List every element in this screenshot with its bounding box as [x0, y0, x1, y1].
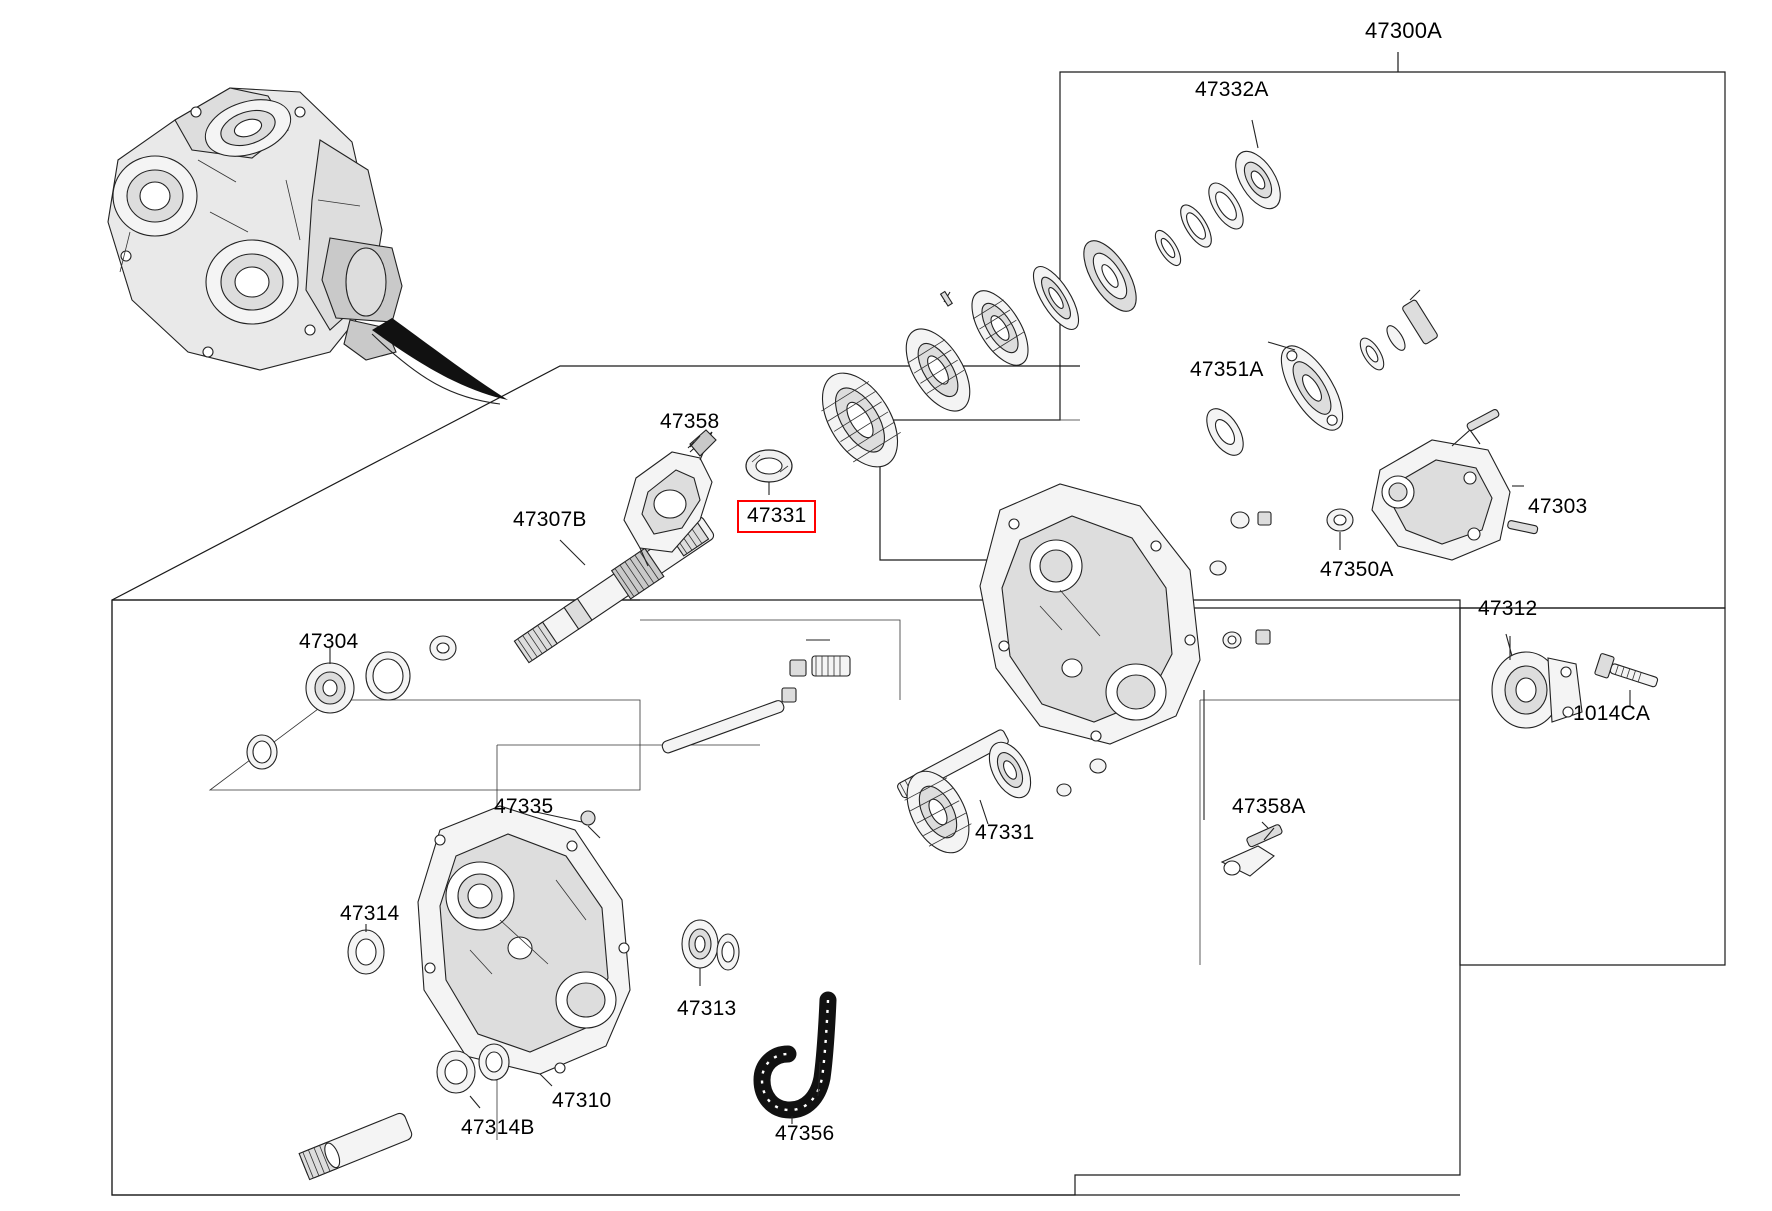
- label-47356: 47356: [775, 1122, 835, 1145]
- part-47304-seal: [247, 652, 410, 769]
- boundary-sub-2: [640, 620, 900, 700]
- leader-47310: [540, 1074, 552, 1086]
- label-47351A: 47351A: [1190, 358, 1264, 381]
- part-output-shaft-bottom: [299, 1112, 413, 1180]
- part-washer-small-left: [430, 636, 456, 660]
- leader-47312: [1506, 634, 1512, 656]
- label-47358: 47358: [660, 410, 720, 433]
- label-47314: 47314: [340, 902, 400, 925]
- label-47314B: 47314B: [461, 1116, 535, 1139]
- label-1014CA: 1014CA: [1573, 702, 1651, 725]
- assembly-illustration-top-left: [108, 88, 508, 404]
- part-47358A-lever: [1204, 690, 1283, 876]
- label-47335: 47335: [494, 795, 554, 818]
- leader-47358A: [1262, 822, 1268, 828]
- label-47300A: 47300A: [1365, 18, 1443, 43]
- part-47313-bearing: [682, 920, 739, 970]
- label-47313: 47313: [677, 997, 737, 1020]
- part-47350A-parts: [1327, 509, 1353, 550]
- label-47331-highlighted: 47331: [737, 500, 816, 533]
- label-47312: 47312: [1478, 597, 1538, 620]
- boundary-47312-group: [1460, 608, 1725, 965]
- leader-47332A: [1252, 120, 1258, 148]
- part-47356-chain: [762, 1000, 828, 1110]
- label-47331-mid: 47331: [975, 821, 1035, 844]
- part-47312-mount: [1492, 636, 1582, 728]
- part-47310-housing: [418, 806, 630, 1074]
- label-47332A: 47332A: [1195, 78, 1269, 101]
- part-pins-springs-center: [661, 640, 850, 754]
- part-1014CA-bolt: [1594, 653, 1660, 706]
- label-47350A: 47350A: [1320, 558, 1394, 581]
- part-47303-actuator: [1372, 409, 1538, 560]
- label-47310: 47310: [552, 1089, 612, 1112]
- label-47304: 47304: [299, 630, 359, 653]
- label-47303: 47303: [1528, 495, 1588, 518]
- part-center-housing: [980, 484, 1200, 744]
- label-47358A: 47358A: [1232, 795, 1306, 818]
- label-47307B: 47307B: [513, 508, 587, 531]
- part-47331-ring-highlighted: [746, 450, 792, 482]
- part-47314-seal: [348, 930, 384, 974]
- leader-47314B: [470, 1096, 480, 1108]
